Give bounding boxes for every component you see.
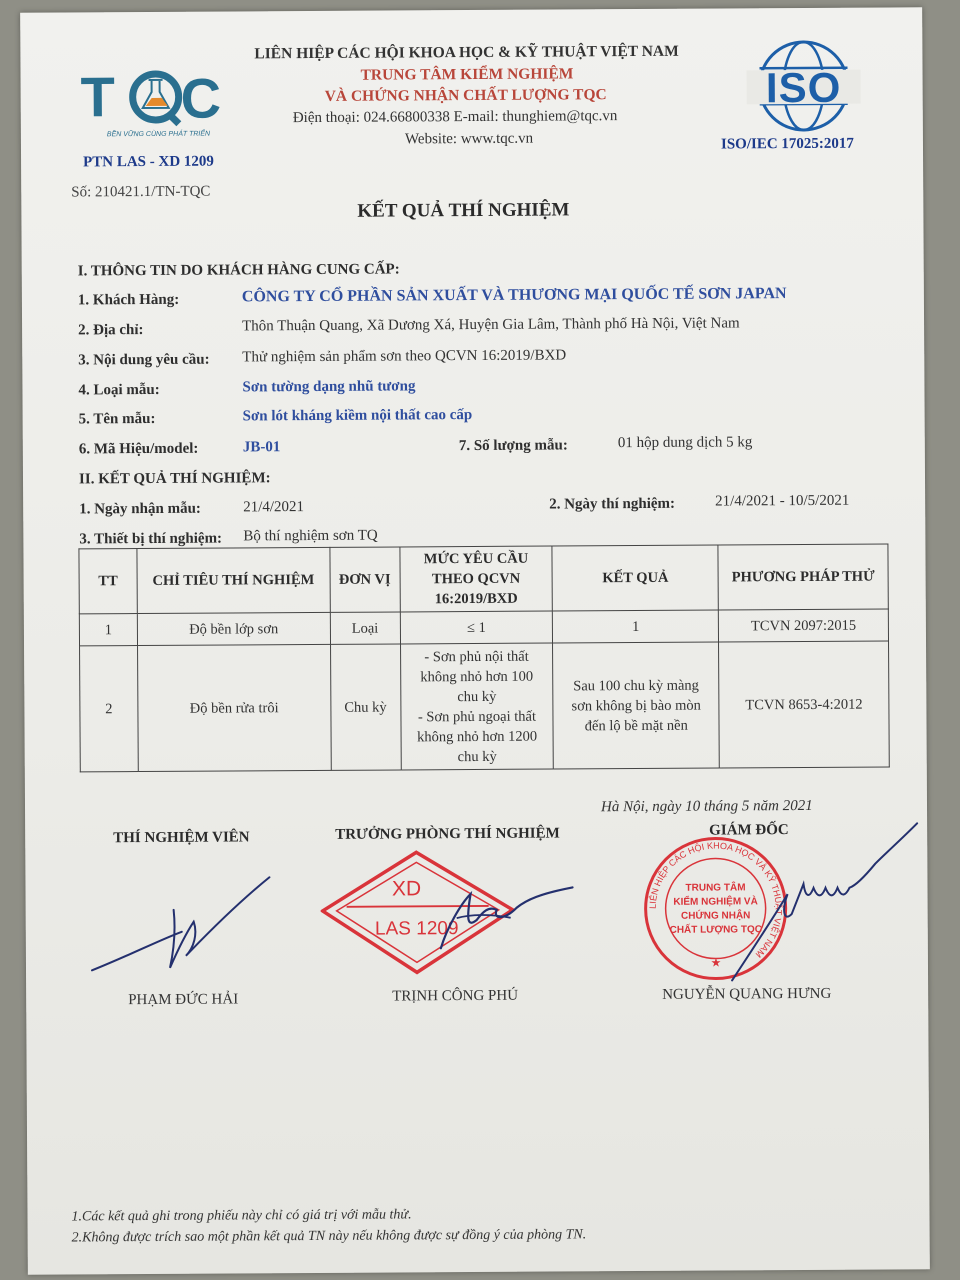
name-director: NGUYỄN QUANG HƯNG [662,985,832,1003]
name-technician: PHẠM ĐỨC HẢI [128,991,239,1009]
org-line-1: LIÊN HIỆP CÁC HỘI KHOA HỌC & KỸ THUẬT VIỆT NAM [254,42,679,63]
tqc-logo [78,63,233,144]
request-label: 3. Nội dung yêu cầu: [78,351,210,369]
cell-requirement [400,611,553,644]
role-head-of-lab: TRƯỞNG PHÒNG THÍ NGHIỆM [335,825,560,843]
stamp-las: LAS 1209 [374,918,459,940]
requirement-line: không nhỏ hơn 100 [420,668,534,685]
stamp-xd: XD [391,877,422,901]
name-value: Sơn lót kháng kiềm nội thất cao cấp [242,407,473,425]
requirement-line: ≤ 1 [466,619,486,636]
cell-requirement [400,643,554,770]
header-tt: TT [79,549,137,614]
name-label: 5. Tên mẫu: [78,410,156,428]
result-line: 1 [632,618,640,635]
place-date: Hà Nội, ngày 10 tháng 5 năm 2021 [600,797,813,816]
cell-criterion: Độ bền rửa trôi [137,644,330,771]
cell-tt: 2 [80,646,139,772]
name-head-of-lab: TRỊNH CÔNG PHÚ [392,987,519,1005]
requirement-line: - Sơn phủ nội thất [424,648,529,665]
model-value: JB-01 [242,439,281,456]
footnote-1: 1.Các kết quả ghi trong phiếu này chỉ có giá trị với mẫu thử. [71,1207,412,1225]
org-line-2: TRUNG TÂM KIỂM NGHIỆM [360,65,574,84]
doc-number: Số: 210421.1/TN-TQC [71,183,211,201]
requirement-line: - Sơn phủ ngoại thất [417,708,537,725]
logo-slogan: BỀN VỮNG CÙNG PHÁT TRIỂN [106,130,211,139]
equipment-value: Bộ thí nghiệm sơn TQ [243,527,378,545]
qty-label: 7. Số lượng mẫu: [458,437,568,455]
requirement-line: chu kỳ [457,748,497,765]
address-label: 2. Địa chỉ: [78,322,144,339]
equipment-label: 3. Thiết bị thí nghiệm: [79,530,223,548]
request-value: Thử nghiệm sản phẩm sơn theo QCVN 16:2019/BXD [242,347,567,366]
iso-text: ISO [765,63,842,112]
type-label: 4. Loại mẫu: [78,381,160,399]
seal-line: CHỨNG NHẬN [680,910,751,922]
customer-value: CÔNG TY CỔ PHẦN SẢN XUẤT VÀ THƯƠNG MẠI QUỐC TẾ SƠN JAPAN [241,285,787,306]
cell-unit: Chu kỳ [330,644,401,770]
seal-line: KIỂM NGHIỆM VÀ [673,896,758,908]
results-table [78,543,889,772]
page-title: KẾT QUẢ THÍ NGHIỆM [357,199,570,222]
test-date-value: 21/4/2021 - 10/5/2021 [715,492,850,510]
model-label: 6. Mã Hiệu/model: [78,440,199,458]
section1-heading: I. THÔNG TIN DO KHÁCH HÀNG CUNG CẤP: [77,261,400,280]
iso-logo [738,38,869,149]
table-row [79,609,888,646]
received-value: 21/4/2021 [243,499,305,516]
requirement-line: không nhỏ hơn 1200 [417,728,538,745]
table-header-row [79,544,888,614]
section2-heading: II. KẾT QUẢ THÍ NGHIỆM: [78,470,271,488]
svg-text:T: T [80,65,114,129]
result-line: sơn không bị bào mòn [571,697,701,714]
las-stamp [320,847,581,977]
result-line: đến lộ bề mặt nền [584,717,688,734]
test-date-label: 2. Ngày thí nghiệm: [549,495,676,513]
cell-tt: 1 [79,614,137,646]
website-line: Website: www.tqc.vn [404,130,534,148]
seal-ring-text: LIÊN HIỆP CÁC HỘI KHOA HỌC VÀ KỸ THUẬT VIỆT NAM [647,840,784,960]
type-value: Sơn tường dạng nhũ tương [242,378,416,396]
address-value: Thôn Thuận Quang, Xã Dương Xá, Huyện Gia Lâm, Thành phố Hà Nội, Việt Nam [242,315,740,335]
header-method: PHƯƠNG PHÁP THỬ [718,544,888,610]
role-director: GIÁM ĐỐC [709,822,789,839]
customer-label: 1. Khách Hàng: [77,291,180,309]
cell-method: TCVN 8653-4:2012 [719,641,890,768]
seal-line: CHẤT LƯỢNG TQC [669,924,762,936]
cell-unit: Loại [330,612,400,644]
table-row [80,641,890,772]
document-page [20,7,930,1274]
header-criterion: CHỈ TIÊU THÍ NGHIỆM [137,547,330,613]
header-unit: ĐƠN VỊ [330,547,400,612]
cell-result [553,610,719,643]
director-signature [725,813,926,984]
contact-line: Điện thoại: 024.66800338 E-mail: thunghiem@tqc.vn [292,108,618,127]
qty-value: 01 hộp dung dịch 5 kg [617,434,753,452]
seal-line: TRUNG TÂM [685,882,746,894]
requirement-line: chu kỳ [457,688,497,705]
received-label: 1. Ngày nhận mẫu: [79,500,201,518]
technician-signature [89,869,290,980]
header-result: KẾT QUẢ [552,545,718,611]
role-technician: THÍ NGHIỆM VIÊN [113,829,250,847]
cell-method: TCVN 2097:2015 [718,609,888,642]
cell-criterion: Độ bền lớp sơn [137,612,330,645]
ptn-code: PTN LAS - XD 1209 [83,153,214,171]
footnote-2: 2.Không được trích sao một phần kết quả TN này nếu không được sự đồng ý của phòng TN. [71,1227,587,1246]
org-line-3: VÀ CHỨNG NHẬN CHẤT LƯỢNG TQC [324,86,607,105]
svg-text:C: C [180,66,222,130]
svg-text:★: ★ [710,955,722,970]
cell-result [553,642,720,769]
iso-standard: ISO/IEC 17025:2017 [720,135,854,153]
result-line: Sau 100 chu kỳ màng [573,677,699,694]
header-requirement: MỨC YÊU CẦU THEO QCVN 16:2019/BXD [399,546,552,612]
